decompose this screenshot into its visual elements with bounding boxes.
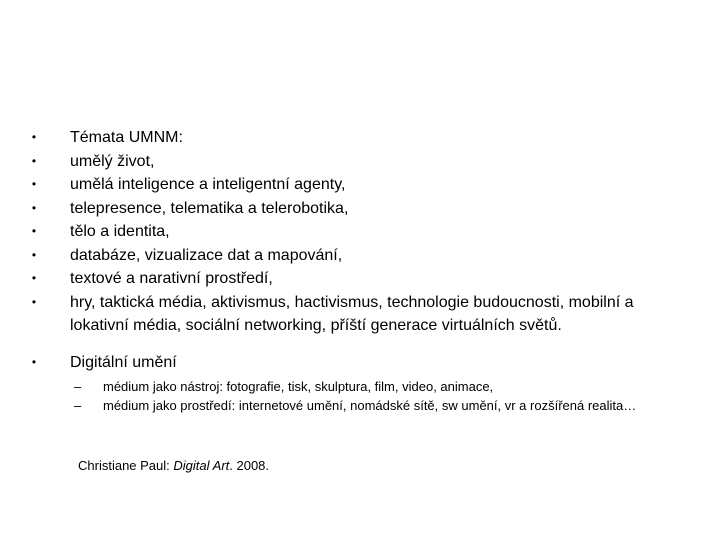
- citation-year: . 2008.: [229, 458, 270, 473]
- list-item: [30, 150, 670, 174]
- bullet-icon: •: [31, 247, 37, 262]
- list-item-text: umělá inteligence a inteligentní agenty,: [70, 176, 346, 193]
- topic-list: [30, 126, 670, 415]
- bullet-icon: •: [31, 177, 37, 191]
- bullet-icon: •: [31, 271, 37, 285]
- sub-list-item: [70, 396, 670, 415]
- dash-icon: –: [74, 398, 82, 413]
- list-item: [30, 173, 670, 197]
- digital-art-sublist: [70, 377, 670, 415]
- list-item-text: telepresence, telematika a telerobotika,: [70, 199, 349, 217]
- list-item-text: hry, taktická média, aktivismus, hactivismus, technologie budoucnosti, mobilní a lokativní média, sociální networking, příští generace virtuálních světů.: [70, 293, 634, 334]
- list-item-text: databáze, vizualizace dat a mapování,: [70, 246, 343, 264]
- list-item-digital-art: [30, 351, 670, 416]
- list-item-topics-heading: [30, 126, 670, 150]
- bullet-icon: •: [31, 354, 37, 369]
- list-item: [30, 244, 670, 268]
- citation: [78, 456, 269, 475]
- bullet-icon: •: [31, 294, 37, 309]
- bullet-icon: •: [31, 200, 37, 215]
- citation-author: Christiane Paul:: [78, 458, 174, 473]
- list-item-text: textové a narativní prostředí,: [70, 270, 273, 287]
- citation-title: Digital Art: [173, 458, 230, 473]
- topics-heading-colon: :: [178, 129, 183, 146]
- dash-icon: –: [74, 379, 82, 394]
- list-item-text: umělý život,: [70, 152, 155, 170]
- list-item-text: tělo a identita,: [70, 223, 170, 240]
- list-item: [30, 291, 670, 338]
- topics-heading: Témata UMNM: [70, 129, 179, 146]
- list-item: [30, 220, 670, 244]
- sub-list-item: [70, 377, 670, 396]
- sub-list-item-text: médium jako prostředí: internetové umění, nomádské sítě, sw umění, vr a rozšířená realita…: [103, 398, 637, 413]
- list-item: [30, 197, 670, 221]
- sub-list-item-text: médium jako nástroj: fotografie, tisk, skulptura, film, video, animace,: [103, 379, 494, 394]
- bullet-icon: •: [31, 153, 37, 168]
- bullet-icon: •: [31, 130, 37, 144]
- bullet-icon: •: [31, 224, 37, 238]
- digital-art-heading: Digitální umění: [70, 353, 177, 371]
- list-item: [30, 267, 670, 291]
